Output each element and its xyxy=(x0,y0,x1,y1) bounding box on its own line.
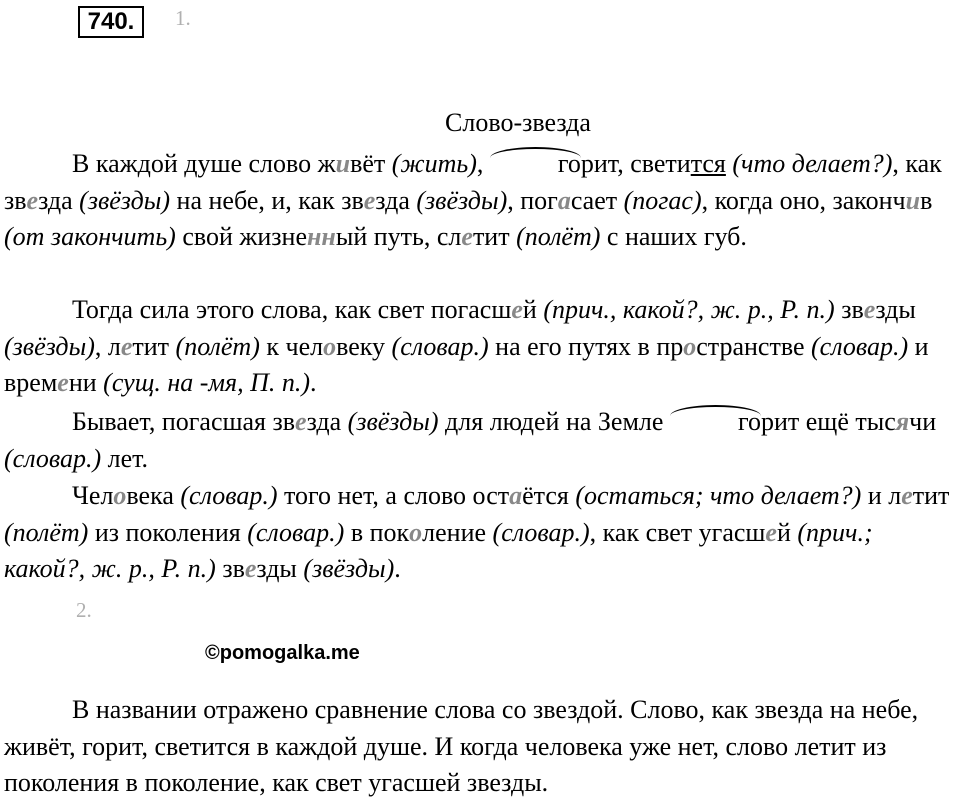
paragraph-3: Бывает, погасшая звезда (звёзды) для людей на Земле горит ещё тысячи (словар.) лет. xyxy=(4,404,960,477)
task-2-label: 2. xyxy=(76,598,92,622)
paragraph-answer: В названии отражено сравнение слова со звездой. Слово, как звезда на небе, живёт, горит, светится в каждой душе. И когда человека уже нет, слово летит из поколения в поколение, как свет угасшей звезды. xyxy=(4,695,919,797)
root-arc: го xyxy=(670,404,761,441)
paragraph-1: В каждой душе слово живёт (жить), горит, светится (что делает?), как звезда (звёзды) на небе, и, как звезда (звёзды), погасает (погас), когда оно, закончив (от закончить) свой жизненный путь, слетит (полёт) с наших губ. xyxy=(4,146,960,256)
paragraph-2: Тогда сила этого слова, как свет погасшей (прич., какой?, ж. р., Р. п.) звезды (звёзды), летит (полёт) к человеку (словар.) на его путях в пространстве (словар.) и времени (сущ. на -мя, П. п.). xyxy=(4,295,929,397)
exercise-number: 740. xyxy=(78,6,144,38)
watermark: ©pomogalka.me xyxy=(205,642,360,664)
root-arc: го xyxy=(490,146,581,183)
task-1-label: 1. xyxy=(175,6,191,30)
text-title: Слово-звезда xyxy=(445,108,591,137)
paragraph-4: Человека (словар.) того нет, а слово остаётся (остаться; что делает?) и летит (полёт) из поколения (словар.) в поколение (словар.), как свет угасшей (прич.; какой?, ж. р., Р. п.) звезды (звёзды). xyxy=(4,481,950,583)
